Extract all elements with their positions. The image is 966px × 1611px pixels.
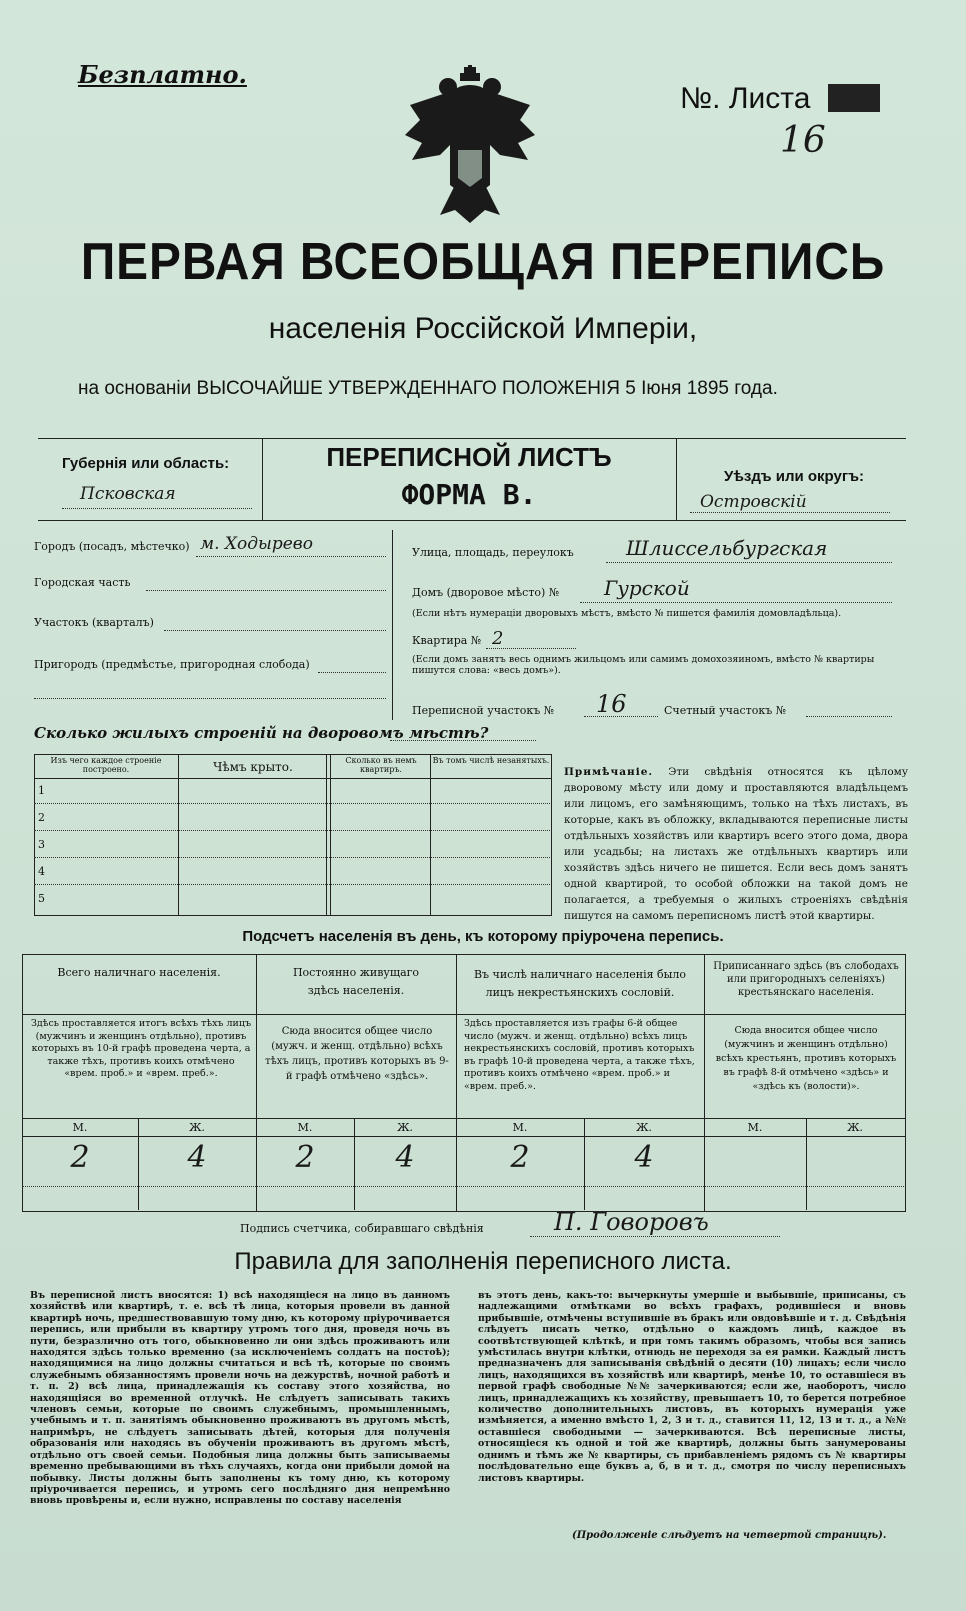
count-col2-head: Постоянно живущаго здѣсь населенія.	[292, 966, 420, 997]
basis-line	[78, 378, 778, 400]
apartment-value: 2	[492, 628, 504, 649]
count-f-label: Ж.	[189, 1121, 205, 1134]
census-section-label: Переписной участокъ №	[412, 704, 555, 717]
count-col1-desc: Здѣсь проставляется итогъ всѣхъ тѣхъ лицъ (мужчинъ и женщинъ отдѣльно), противъ которыхъ въ 10-й графѣ проведена черта, а также тѣхъ, противъ коихъ отмѣчено «врем. проб.» и «врем. преб.».	[30, 1018, 252, 1079]
city-value: м. Ходырево	[200, 534, 313, 554]
count-col1-head: Всего наличнаго населенія.	[57, 966, 221, 979]
sheet-number-label: №. Листа	[680, 82, 811, 115]
census-section-value: 16	[596, 690, 627, 718]
buildings-question: Сколько жилыхъ строеній на дворовомъ мѣстѣ?	[34, 724, 489, 742]
province-label: Губернія или область:	[62, 455, 230, 472]
count-col2-desc: Сюда вносится общее число (мужч. и женщ. отдѣльно) всѣхъ тѣхъ лицъ, противъ которыхъ въ 9-й графѣ отмѣчено «здѣсь».	[265, 1026, 449, 1082]
col-roof: Чѣмъ крыто.	[213, 760, 293, 774]
count-col4-head: Приписаннаго здѣсь (въ слободахъ или пригородныхъ селеніяхъ) крестьянскаго населенія.	[713, 961, 899, 998]
page-subtitle: населенія Россійской Имперіи,	[268, 312, 698, 345]
basis-date: 5 Іюня 1895 года.	[625, 378, 778, 399]
suburb-label: Пригородъ (предмѣстье, пригородная слобода)	[34, 658, 310, 671]
count-m-label: М.	[297, 1121, 313, 1134]
count-value: 2	[510, 1140, 530, 1175]
apartment-note: (Если домъ занятъ весь однимъ жильцомъ или самимъ домохозяиномъ, вмѣсто № квартиры пишутся слова: «весь домъ»).	[412, 654, 875, 676]
count-m-label: М.	[512, 1121, 528, 1134]
basis-caps: ВЫСОЧАЙШЕ УТВЕРЖДЕННАГО ПОЛОЖЕНІЯ	[196, 378, 620, 399]
rules-right-column: въ этотъ день, какъ-то: вычеркнуты умершіе и выбывшіе, приписаны, съ надлежащими отмѣтками во всѣхъ графахъ, родившіеся и вновь прибывшіе, отмѣчены вступившіе въ бракъ или овдовѣвшіе и т. д. Свѣдѣнія слѣдуетъ писать четко, отдѣльно о каждомъ лицѣ, каждое въ соотвѣтствующей клѣткѣ, и при томъ такимъ образомъ, чтобы вся запись умѣстилась внутри клѣтки, отнюдь не переходя за ея рамки. Каждый листъ предназначенъ для записыванія свѣдѣній о десяти (10) лицахъ; если число лицъ, находящихся въ хозяйствѣ или квартирѣ, менѣе 10, то оставшіеся въ первой графѣ свободные №№ зачеркиваются; если же, наоборотъ, число лицъ, принадлежащихъ къ хозяйству, превышаетъ 10, то берется потребное количество дополнительныхъ листовъ, въ которыхъ нумерація уже измѣняется, а именно вмѣсто 1, 2, 3 и т. д., ставится 11, 12, 13 и т. д., а №№ оставшіеся свободными — зачеркиваются. Всѣ переписные листы, относящіеся къ одной и той же квартирѣ, должны быть занумерованы однимъ и тѣмъ же № квартиры, съ прибавленіемъ рядомъ съ № квартиры послѣдовательно еще буквъ а, б, в и т. д., смотря по числу переписныхъ листовъ квартиры.	[478, 1290, 906, 1484]
note-text: Эти свѣдѣнія относятся къ цѣлому дворовому мѣсту или дому и проставляются владѣльцемъ или лицомъ, его замѣняющимъ, только на тѣхъ листахъ, въ которые, какъ въ обложку, вкладываются переписные листы отдѣльныхъ хозяйствъ или квартиръ всего этого дома, двора или усадьбы; на листахъ же отдѣльныхъ квартиръ или хозяйствъ здѣсь ничего не пишется. Если весь домъ занятъ одной квартирой, то особой обложки на такой домъ не полагается, а требуемыя о жилыхъ строеніяхъ свѣдѣнія пишутся на самомъ переписномъ листѣ этой квартиры.	[564, 766, 909, 922]
building-row-num: 3	[38, 838, 45, 851]
form-label: ФОРМА В.	[401, 478, 537, 511]
count-value: 4	[634, 1140, 654, 1175]
note-head: Примѣчаніе.	[564, 766, 654, 778]
district-value: Островскій	[700, 492, 807, 512]
count-value: 4	[395, 1140, 415, 1175]
sheet-number-stamp	[828, 84, 880, 112]
col-material: Изъ чего каждое строеніе построено.	[50, 756, 162, 774]
count-section-label: Счетный участокъ №	[664, 704, 787, 717]
signature-label: Подпись счетчика, собиравшаго свѣдѣнія	[240, 1222, 484, 1235]
col-occupied: Въ томъ числѣ незанятыхъ.	[432, 756, 550, 765]
building-row-num: 4	[38, 865, 45, 878]
page-title: ПЕРВАЯ ВСЕОБЩАЯ ПЕРЕПИСЬ	[80, 233, 886, 291]
district-label: Уѣздъ или округъ:	[724, 468, 865, 485]
count-value: 2	[295, 1140, 315, 1175]
count-f-label: Ж.	[397, 1121, 413, 1134]
city-part-label: Городская часть	[34, 576, 131, 589]
rules-continued: (Продолженіе слѣдуетъ на четвертой страницѣ).	[572, 1530, 887, 1541]
sheet-number-value: 16	[780, 120, 826, 161]
building-row-num: 1	[38, 784, 45, 797]
basis-prefix: на основаніи	[78, 378, 192, 399]
buildings-note	[564, 764, 908, 924]
count-col3-head: Въ числѣ наличнаго населенія было лицъ некрестьянскихъ сословій.	[473, 968, 687, 999]
house-value: Гурской	[604, 576, 690, 600]
free-label: Безплатно.	[78, 60, 247, 89]
count-m-label: М.	[72, 1121, 88, 1134]
sheet-title: ПЕРЕПИСНОЙ ЛИСТЪ	[326, 442, 612, 472]
house-note: (Если нѣтъ нумераціи дворовыхъ мѣстъ, вмѣсто № пишется фамилія домовладѣльца).	[412, 608, 842, 619]
precinct-label: Участокъ (кварталъ)	[34, 616, 154, 629]
street-value: Шлиссельбургская	[626, 536, 828, 560]
count-f-label: Ж.	[847, 1121, 863, 1134]
city-label: Городъ (посадъ, мѣстечко)	[34, 540, 190, 553]
province-value: Псковская	[80, 484, 176, 504]
imperial-eagle-emblem	[400, 65, 540, 225]
apartment-label: Квартира №	[412, 634, 482, 647]
count-value: 4	[187, 1140, 207, 1175]
house-label: Домъ (дворовое мѣсто) №	[412, 586, 560, 599]
street-label: Улица, площадь, переулокъ	[412, 546, 574, 559]
rules-left-column: Въ переписной листъ вносятся: 1) всѣ находящіеся на лицо въ данномъ хозяйствѣ или квартирѣ, т. е. всѣ тѣ лица, которыя провели въ данной квартирѣ ночь, предшествовавшую тому дню, къ которому пріурочивается перепись, или прибыли въ квартиру утромъ того дня, проведя ночь въ пути, безразлично отъ того, обыкновенно ли они здѣсь проживаютъ или находятся здѣсь только временно (за исключеніемъ солдатъ на постоѣ); находящимися на лицо должны считаться и всѣ тѣ, которые по своимъ служебнымъ обязанностямъ провели ночь на дежурствѣ, ночной работѣ и т. п. 2) всѣ лица, принадлежащія къ составу этого хозяйства, но находящіяся во временной отлучкѣ. Не слѣдуетъ записывать такихъ членовъ семьи, которые по своимъ служебнымъ, промышленнымъ, учебнымъ и т. п. занятіямъ обыкновенно проживаютъ въ другомъ мѣстѣ, напримѣръ, не слѣдуетъ записывать дѣтей, которыя для полученія образованія или находясь въ обученіи проживаютъ въ другомъ мѣстѣ, отдѣльно отъ своей семьи. Подобныя лица должны быть записываемы временно пребывающими въ тѣхъ случаяхъ, когда они прибыли домой на побывку. Листы должны быть заполнены къ тому дню, къ которому пріурочивается перепись, и утромъ сего послѣдняго дня непремѣнно вновь провѣрены и, если нужно, исправлены по составу населенія	[30, 1290, 450, 1507]
col-apartments: Сколько въ немъ квартиръ.	[345, 756, 417, 774]
count-heading: Подсчетъ населенія въ день, къ которому пріурочена перепись.	[242, 928, 724, 945]
rules-title: Правила для заполненія переписного листа.	[234, 1248, 732, 1275]
count-col3-desc: Здѣсь проставляется изъ графы 6-й общее число (мужч. и женщ. отдѣльно) всѣхъ лицъ некрестьянскихъ сословій, противъ которыхъ въ графѣ 10-й проведена черта, а также тѣхъ, противъ коихъ отмѣчено «врем. проб.» и «врем. преб.».	[464, 1018, 695, 1092]
count-f-label: Ж.	[636, 1121, 652, 1134]
building-row-num: 5	[38, 892, 45, 905]
count-col4-desc: Сюда вносится общее число (мужчинъ и женщинъ отдѣльно) всѣхъ крестьянъ, противъ которыхъ въ графѣ 8-й отмѣчено «здѣсь» и «здѣсь къ (волости)».	[715, 1025, 897, 1092]
signature-value: П. Говоровъ	[554, 1208, 709, 1236]
building-row-num: 2	[38, 811, 45, 824]
count-value: 2	[70, 1140, 90, 1175]
count-m-label: М.	[747, 1121, 763, 1134]
